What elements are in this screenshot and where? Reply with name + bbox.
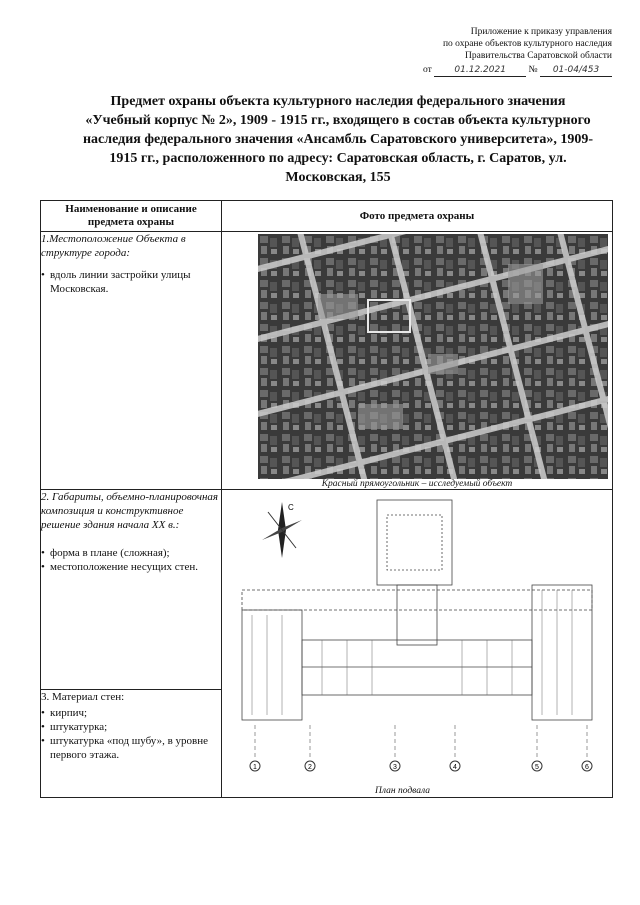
row2-item: • форма в плане (сложная); <box>41 546 221 560</box>
floor-plan-cell <box>222 490 613 798</box>
appendix-line-1: Приложение к приказу управления <box>470 27 612 37</box>
number-label: № <box>528 65 538 75</box>
axis-label: 4 <box>453 764 457 771</box>
row1-heading: 1.Местоположение Объекта в структуре города: <box>41 233 186 259</box>
row2-list <box>41 546 221 574</box>
row1-list <box>41 268 221 296</box>
compass-label: С <box>288 503 294 512</box>
aerial-photo-image <box>258 234 608 479</box>
row3-description <box>41 690 222 798</box>
plan-caption: План подвала <box>375 786 430 796</box>
axis-label: 2 <box>308 764 312 771</box>
compass-icon <box>262 502 302 558</box>
header-photo: Фото предмета охраны <box>222 201 613 232</box>
photo-caption: Красный прямоугольник – исследуемый объект <box>321 479 513 489</box>
row2-item: • местоположение несущих стен. <box>41 560 221 574</box>
axis-label: 5 <box>535 764 539 771</box>
floor-plan-drawing <box>222 490 612 795</box>
axis-label: 1 <box>253 764 257 771</box>
document-title: Предмет охраны объекта культурного наследия федерального значения «Учебный корпус № 2», 1909 - 1915 гг., входящего в состав объекта культурного наследия федерального значения «Ансамбль Саратовского университета», 1909-1915 гг., расположенного по адресу: Саратовская область, г. Саратов, ул. Московская, 155 <box>82 94 594 185</box>
row1-photo-cell <box>222 232 613 490</box>
row2-heading: 2. Габариты, объемно-планировочная композиция и конструктивное решение здания начала XX в.: <box>41 491 219 531</box>
appendix-header <box>352 26 612 77</box>
protection-table <box>40 200 613 798</box>
from-label: от <box>423 65 432 75</box>
appendix-line-3: Правительства Саратовской области <box>465 51 612 61</box>
order-date: 01.12.2021 <box>434 64 526 77</box>
order-number: 01-04/453 <box>540 64 612 77</box>
appendix-line-2: по охране объектов культурного наследия <box>442 39 612 49</box>
header-description: Наименование и описание предмета охраны <box>41 201 222 232</box>
axis-label: 3 <box>393 764 397 771</box>
aerial-photo <box>258 234 608 479</box>
appendix-number-line <box>352 64 612 77</box>
row3-item: • штукатурка «под шубу», в уровне первого этажа. <box>41 734 221 762</box>
row3-heading: 3. Материал стен: <box>41 691 125 703</box>
row3-item: • штукатурка; <box>41 720 221 734</box>
row2-description <box>41 490 222 690</box>
row3-item: • кирпич; <box>41 706 221 720</box>
row1-item: • вдоль линии застройки улицы Московская. <box>41 268 221 296</box>
row3-list <box>41 706 221 762</box>
axis-label: 6 <box>585 764 589 771</box>
row1-description <box>41 232 222 490</box>
